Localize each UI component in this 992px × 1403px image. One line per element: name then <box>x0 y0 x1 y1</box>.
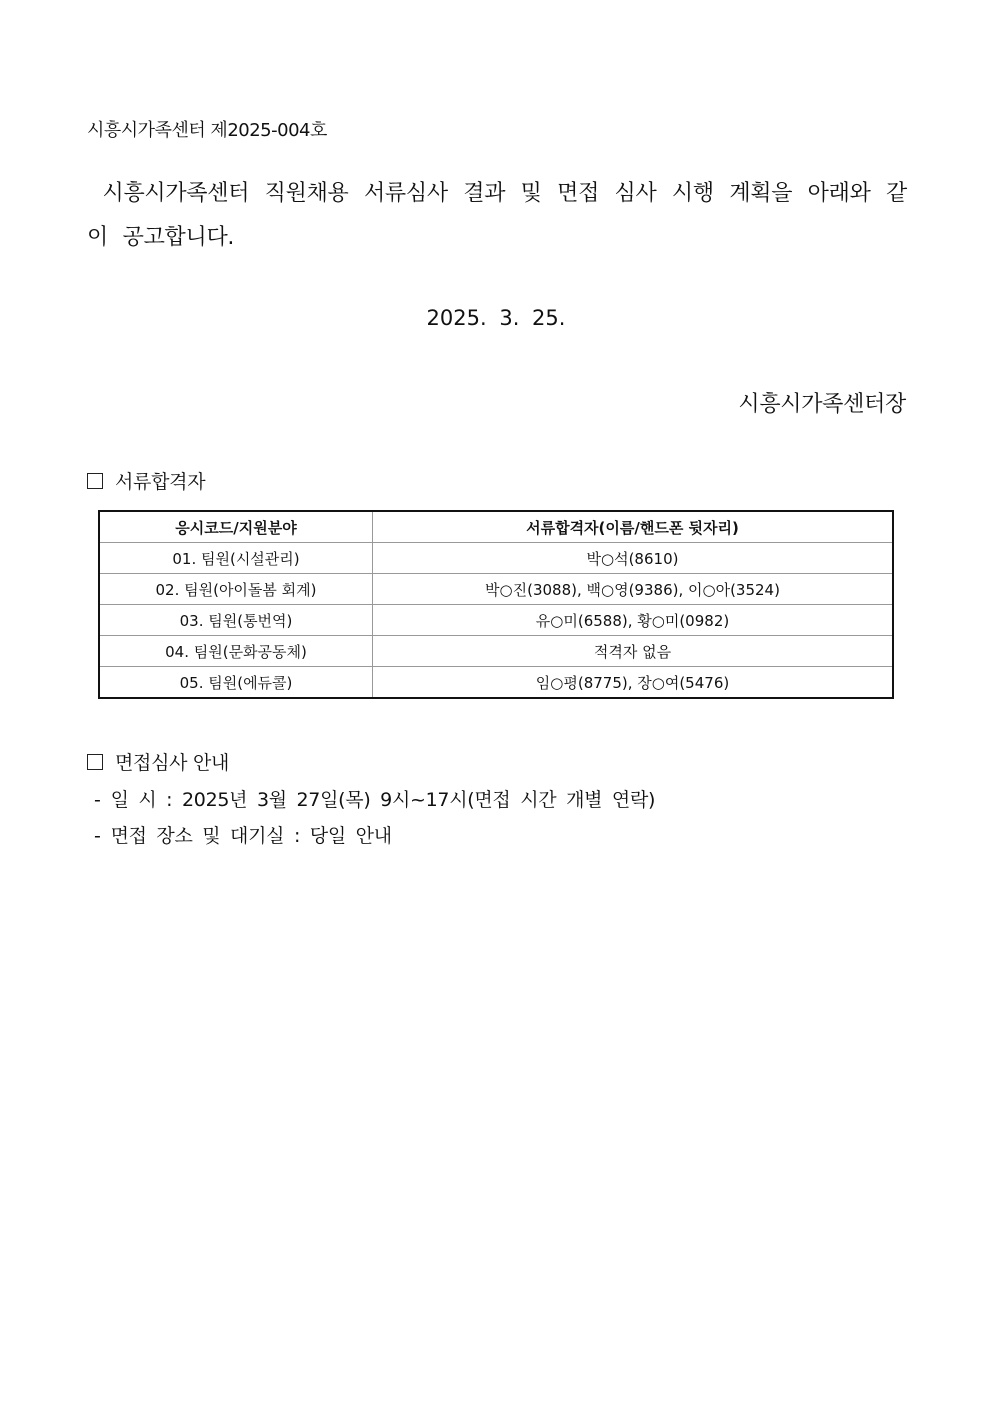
table-row <box>99 636 893 667</box>
table-row <box>99 543 893 574</box>
checkbox-square-icon <box>87 754 103 770</box>
cell-passers: 박○진(3088), 백○영(9386), 이○아(3524) <box>373 574 894 605</box>
table-row <box>99 605 893 636</box>
dash-bullet: - <box>94 789 101 811</box>
document-number: 시흥시가족센터 제2025-004호 <box>87 120 327 141</box>
announcement-intro <box>87 172 907 260</box>
cell-passers: 유○미(6588), 황○미(0982) <box>373 605 894 636</box>
interview-schedule: 일 시 : 2025년 3월 27일(목) 9시~17시(면접 시간 개별 연락) <box>110 789 656 811</box>
dash-bullet: - <box>94 825 101 847</box>
cell-field: 01. 팀원(시설관리) <box>99 543 373 574</box>
checkbox-square-icon <box>87 473 103 489</box>
section-document-passers <box>87 467 205 494</box>
cell-passers: 적격자 없음 <box>373 636 894 667</box>
list-item <box>94 785 655 812</box>
header-passers: 서류합격자(이름/핸드폰 뒷자리) <box>373 511 894 543</box>
signer-title: 시흥시가족센터장 <box>738 392 906 417</box>
table-row <box>99 574 893 605</box>
header-code: 응시코드/지원분야 <box>99 511 373 543</box>
cell-passers: 임○평(8775), 장○여(5476) <box>373 667 894 699</box>
intro-text: 시흥시가족센터 직원채용 서류심사 결과 및 면접 심사 시행 계획을 아래와 같이 공고합니다. <box>87 181 907 250</box>
cell-field: 05. 팀원(에듀콜) <box>99 667 373 699</box>
section-title: 면접심사 안내 <box>115 752 230 774</box>
section-title: 서류합격자 <box>115 471 206 493</box>
table-header-row <box>99 511 893 543</box>
cell-field: 04. 팀원(문화공동체) <box>99 636 373 667</box>
table-row <box>99 667 893 699</box>
passers-table <box>98 510 894 699</box>
cell-passers: 박○석(8610) <box>373 543 894 574</box>
section-interview-info <box>87 748 229 775</box>
interview-location: 면접 장소 및 대기실 : 당일 안내 <box>110 825 392 847</box>
cell-field: 03. 팀원(통번역) <box>99 605 373 636</box>
announcement-date: 2025. 3. 25. <box>426 306 566 330</box>
list-item <box>94 821 392 848</box>
cell-field: 02. 팀원(아이돌봄 회계) <box>99 574 373 605</box>
